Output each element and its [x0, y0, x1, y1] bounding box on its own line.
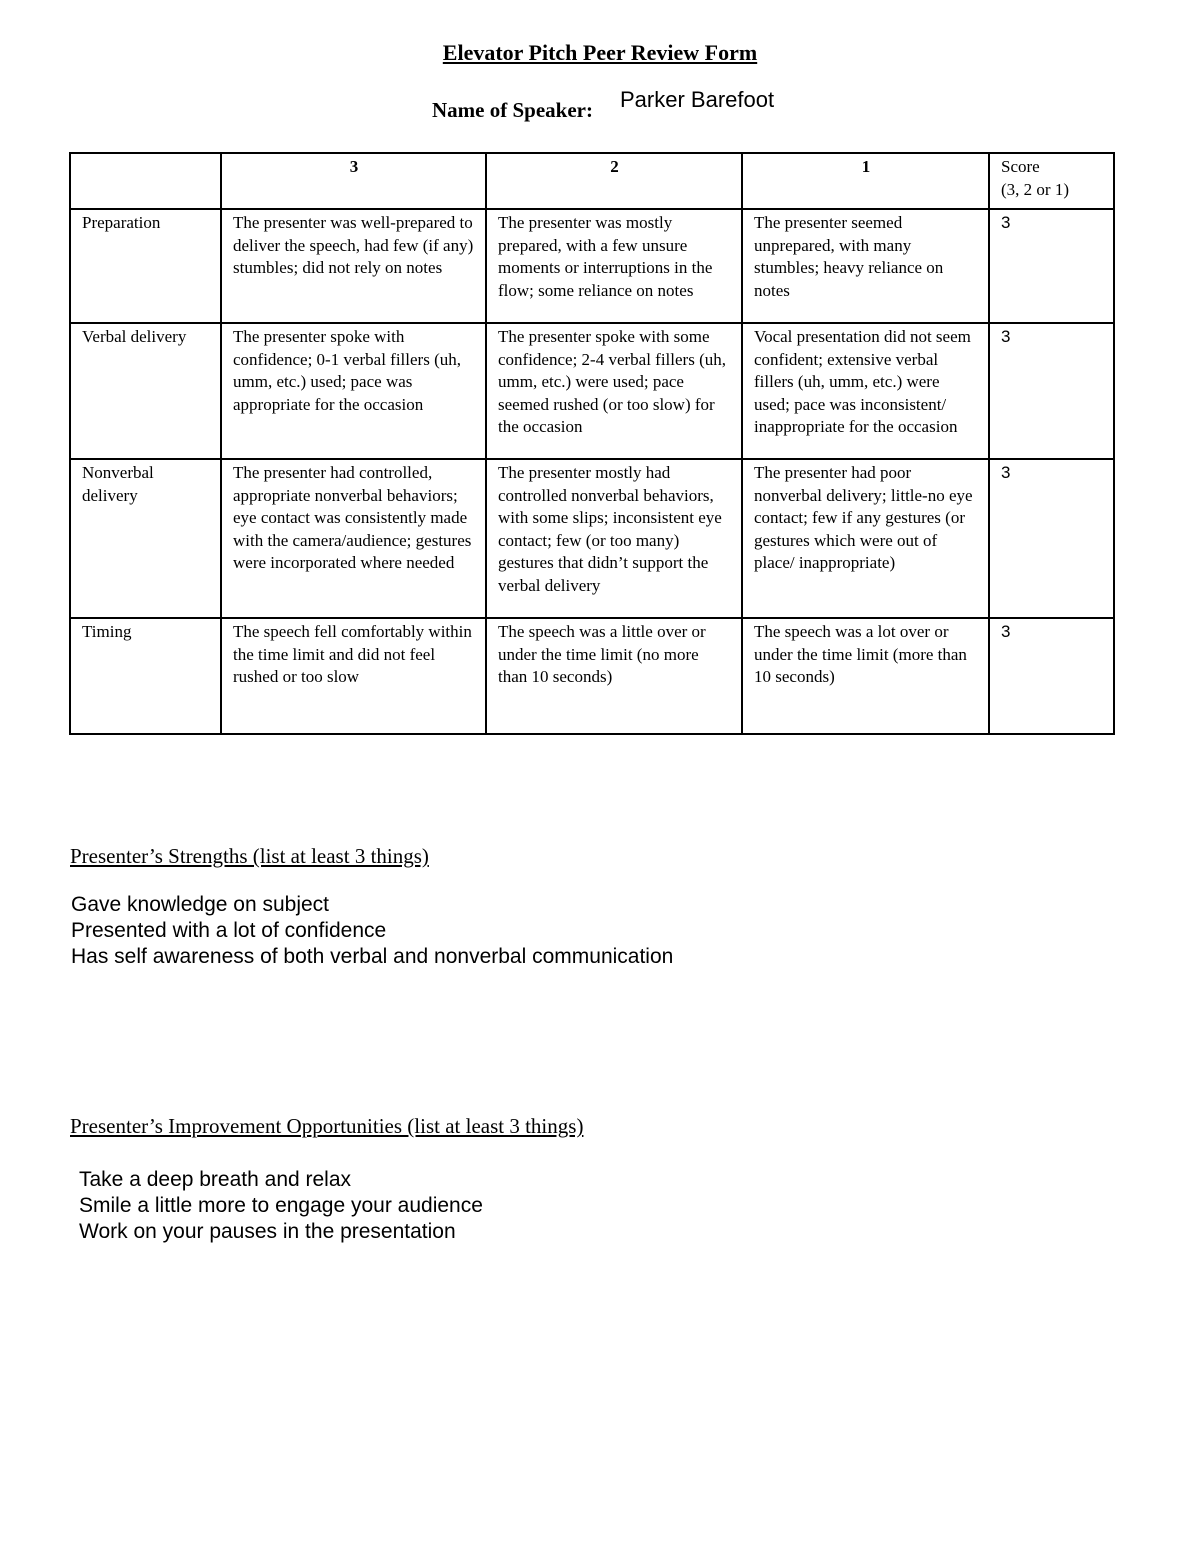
- improvements-heading: Presenter’s Improvement Opportunities (list at least 3 things): [70, 1114, 584, 1138]
- score-cell: 3: [989, 618, 1114, 734]
- level-2-description: The presenter spoke with some confidence; 2-4 verbal fillers (uh, umm, etc.) were used; pace seemed rushed (or too slow) for the occasion: [486, 323, 742, 459]
- level-1-description: Vocal presentation did not seem confident; extensive verbal fillers (uh, umm, etc.) were used; pace was inconsistent/ inappropriate for the occasion: [742, 323, 989, 459]
- criterion-cell: Verbal delivery: [70, 323, 221, 459]
- score-header-text: Score (3, 2 or 1): [1001, 157, 1069, 199]
- rubric-row-nonverbal-delivery: [70, 459, 1114, 618]
- score-cell: 3: [989, 459, 1114, 618]
- header-level-3: 3: [221, 153, 486, 209]
- level-2-description: The speech was a little over or under the time limit (no more than 10 seconds): [486, 618, 742, 734]
- level-1-description: The presenter seemed unprepared, with many stumbles; heavy reliance on notes: [742, 209, 989, 323]
- strengths-heading: Presenter’s Strengths (list at least 3 things): [70, 844, 429, 868]
- rubric-row-timing: [70, 618, 1114, 734]
- list-item: Take a deep breath and relax: [79, 1168, 352, 1191]
- rubric-row-verbal-delivery: [70, 323, 1114, 459]
- header-level-2: 2: [486, 153, 742, 209]
- level-1-description: The speech was a lot over or under the time limit (more than 10 seconds): [742, 618, 989, 734]
- rubric-table: [69, 152, 1115, 735]
- rubric-header-row: [70, 153, 1114, 209]
- level-3-description: The presenter had controlled, appropriate nonverbal behaviors; eye contact was consistently made with the camera/audience; gestures were incorporated where needed: [221, 459, 486, 618]
- strengths-list: [71, 892, 673, 970]
- improvements-list: [79, 1167, 483, 1245]
- criterion-cell: Preparation: [70, 209, 221, 323]
- level-3-description: The presenter spoke with confidence; 0-1 verbal fillers (uh, umm, etc.) used; pace was appropriate for the occasion: [221, 323, 486, 459]
- speaker-name: Parker Barefoot: [620, 87, 775, 112]
- form-title: Elevator Pitch Peer Review Form: [442, 40, 758, 65]
- header-level-1: 1: [742, 153, 989, 209]
- header-blank-cell: [70, 153, 221, 209]
- level-1-description: The presenter had poor nonverbal delivery; little-no eye contact; few if any gestures (or gestures which were out of place/ inappropriate): [742, 459, 989, 618]
- rubric-row-preparation: [70, 209, 1114, 323]
- criterion-cell: Timing: [70, 618, 221, 734]
- list-item: Presented with a lot of confidence: [71, 919, 387, 942]
- list-item: Gave knowledge on subject: [71, 893, 329, 916]
- header-score: [989, 153, 1114, 209]
- score-cell: 3: [989, 209, 1114, 323]
- level-3-description: The speech fell comfortably within the time limit and did not feel rushed or too slow: [221, 618, 486, 734]
- list-item: Work on your pauses in the presentation: [79, 1220, 456, 1243]
- list-item: Smile a little more to engage your audience: [79, 1194, 483, 1217]
- score-cell: 3: [989, 323, 1114, 459]
- level-2-description: The presenter was mostly prepared, with a few unsure moments or interruptions in the flow; some reliance on notes: [486, 209, 742, 323]
- list-item: Has self awareness of both verbal and nonverbal communication: [71, 945, 674, 968]
- level-2-description: The presenter mostly had controlled nonverbal behaviors, with some slips; inconsistent eye contact; few (or too many) gestures that didn’t support the verbal delivery: [486, 459, 742, 618]
- level-3-description: The presenter was well-prepared to deliver the speech, had few (if any) stumbles; did not rely on notes: [221, 209, 486, 323]
- criterion-cell: Nonverbal delivery: [70, 459, 221, 618]
- speaker-label: Name of Speaker:: [432, 98, 593, 122]
